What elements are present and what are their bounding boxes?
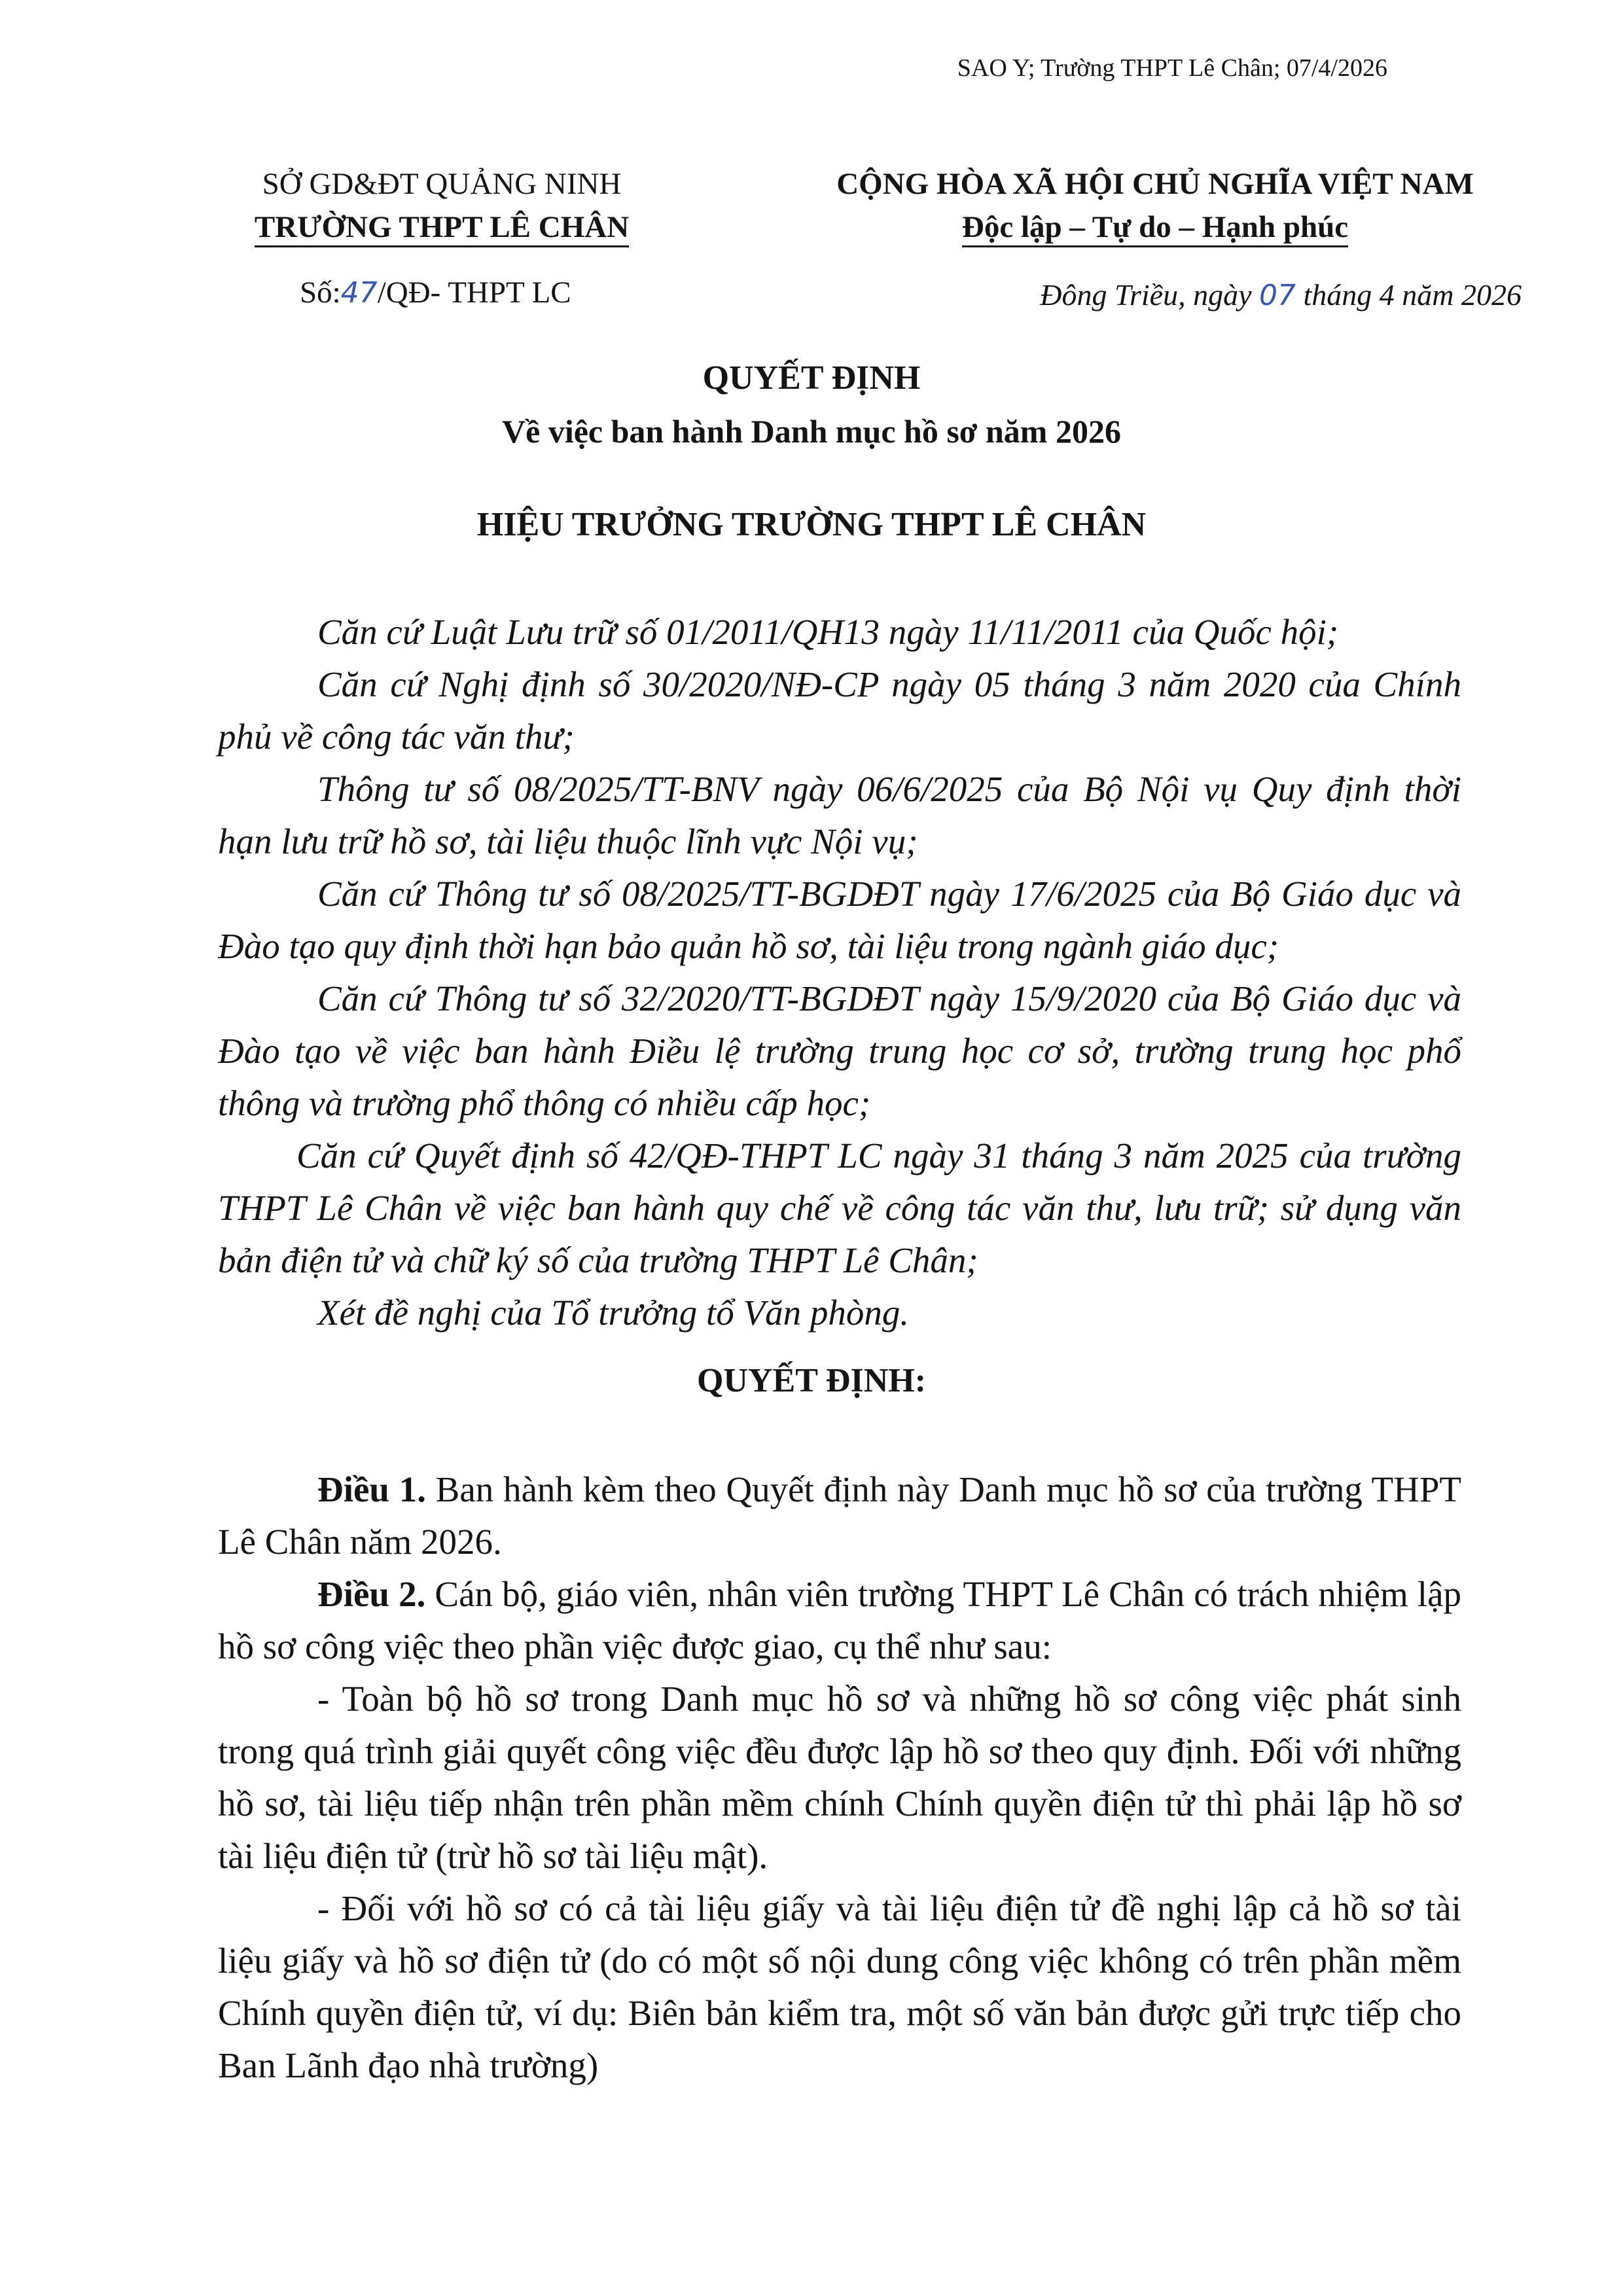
department-name: SỞ GD&ĐT QUẢNG NINH <box>262 167 622 201</box>
legal-basis: Xét đề nghị của Tổ trưởng tổ Văn phòng. <box>317 1293 910 1333</box>
article-2-bullet: - Đối với hồ sơ có cả tài liệu giấy và tài liệu điện tử đề nghị lập cả hồ sơ tài liệu giấy và hồ sơ điện tử (do có một số nội dung công việc không có trên phần mềm Chính quyền điện tử, ví dụ: Biên bản kiểm tra, một số văn bản được gửi trực tiếp cho Ban Lãnh đạo nhà trường) <box>218 1888 1461 2085</box>
legal-basis: Căn cứ Quyết định số 42/QĐ-THPT LC ngày 31 tháng 3 năm 2025 của trường THPT Lê Chân về việc ban hành quy chế về công tác văn thư, lưu trữ; sử dụng văn bản điện tử và chữ ký số của trường THPT Lê Chân; <box>218 1136 1461 1280</box>
copy-stamp: SAO Y; Trường THPT Lê Chân; 07/4/2026 <box>957 54 1387 82</box>
date-line: Đông Triều, ngày 07 tháng 4 năm 2026 <box>1040 278 1522 312</box>
article-label: Điều 2. <box>317 1574 426 1614</box>
legal-basis: Căn cứ Luật Lưu trữ số 01/2011/QH13 ngày 11/11/2011 của Quốc hội; <box>317 612 1339 652</box>
document-title: QUYẾT ĐỊNH <box>702 359 921 397</box>
legal-basis: Căn cứ Thông tư số 08/2025/TT-BGDĐT ngày 17/6/2025 của Bộ Giáo dục và Đào tạo quy định thời hạn bảo quản hồ sơ, tài liệu trong ngành giáo dục; <box>218 874 1461 966</box>
legal-bases <box>218 606 1461 1339</box>
issuing-authority: HIỆU TRƯỞNG TRƯỜNG THPT LÊ CHÂN <box>476 506 1147 543</box>
legal-basis: Căn cứ Nghị định số 30/2020/NĐ-CP ngày 05 tháng 3 năm 2020 của Chính phủ về công tác văn thư; <box>218 664 1461 757</box>
legal-basis: Thông tư số 08/2025/TT-BNV ngày 06/6/2025 của Bộ Nội vụ Quy định thời hạn lưu trữ hồ sơ, tài liệu thuộc lĩnh vực Nội vụ; <box>218 769 1461 861</box>
national-header <box>812 162 1499 249</box>
handwritten-number: 47 <box>340 276 378 310</box>
national-motto: Độc lập – Tự do – Hạnh phúc <box>962 209 1348 247</box>
document-subtitle: Về việc ban hành Danh mục hồ sơ năm 2026 <box>502 413 1121 450</box>
article-2: Điều 2. Cán bộ, giáo viên, nhân viên trường THPT Lê Chân có trách nhiệm lập hồ sơ công việc theo phần việc được giao, cụ thể như sau: <box>218 1574 1461 1666</box>
country-name: CỘNG HÒA XÃ HỘI CHỦ NGHĨA VIỆT NAM <box>836 167 1474 201</box>
decision-heading: QUYẾT ĐỊNH: <box>696 1362 927 1399</box>
article-label: Điều 1. <box>317 1469 426 1509</box>
handwritten-day: 07 <box>1259 279 1296 312</box>
article-2-bullet: - Toàn bộ hồ sơ trong Danh mục hồ sơ và những hồ sơ công việc phát sinh trong quá trình giải quyết công việc đều được lập hồ sơ theo quy định. Đối với những hồ sơ, tài liệu tiếp nhận trên phần mềm chính Chính quyền điện tử thì phải lập hồ sơ tài liệu điện tử (trừ hồ sơ tài liệu mật). <box>218 1679 1461 1876</box>
issuer-block <box>232 162 651 249</box>
article-1: Điều 1. Ban hành kèm theo Quyết định này Danh mục hồ sơ của trường THPT Lê Chân năm 2026. <box>218 1469 1461 1562</box>
school-name: TRƯỜNG THPT LÊ CHÂN <box>255 209 629 247</box>
articles <box>218 1463 1461 2092</box>
document-number: Số:47/QĐ- THPT LC <box>300 276 571 310</box>
legal-basis: Căn cứ Thông tư số 32/2020/TT-BGDĐT ngày 15/9/2020 của Bộ Giáo dục và Đào tạo về việc ban hành Điều lệ trường trung học cơ sở, trường trung học phổ thông và trường phổ thông có nhiều cấp học; <box>218 978 1461 1123</box>
